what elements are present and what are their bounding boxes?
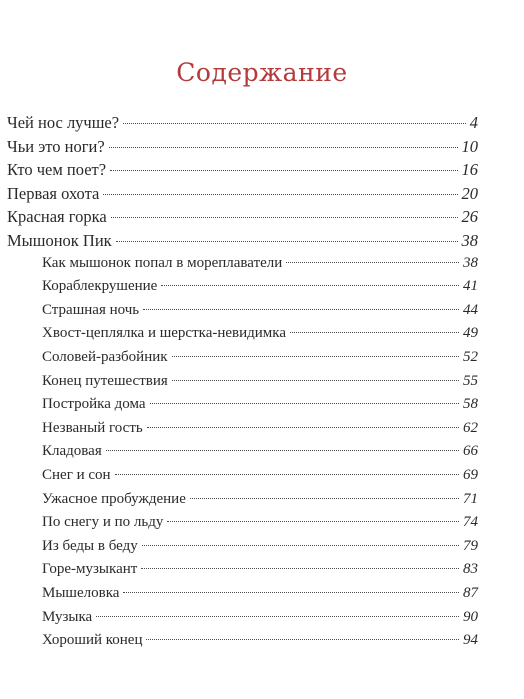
toc-entry-title: Кто чем поет? <box>7 160 107 180</box>
toc-entry-page: 79 <box>463 537 478 554</box>
dot-leader <box>116 241 458 242</box>
toc-entry-page: 66 <box>463 443 478 460</box>
toc-entry-title: Ужасное пробуждение <box>42 490 186 507</box>
toc-entry-page: 41 <box>463 278 478 295</box>
toc-entry-page: 69 <box>463 467 478 483</box>
toc-entry-page: 20 <box>461 183 478 203</box>
dot-leader <box>167 521 459 522</box>
toc-entry <box>42 325 478 342</box>
toc-entry-page: 74 <box>463 514 478 531</box>
toc-entry-page: 38 <box>463 254 478 271</box>
dot-leader <box>147 427 459 428</box>
toc-entry-title: Мышонок Пик <box>7 231 112 250</box>
toc-entry-page: 90 <box>463 608 478 625</box>
toc-entry-title: Конец путешествия <box>42 372 168 389</box>
toc-entry <box>42 632 478 649</box>
toc-entry-title: Хвост-цеплялка и шерстка-невидимка <box>42 325 287 342</box>
toc-entry <box>42 609 478 626</box>
toc-entry-title: Хороший конец <box>42 632 143 649</box>
toc-entry-title: Первая охота <box>7 183 100 203</box>
toc-entry <box>42 420 478 437</box>
toc-entry-page: 16 <box>461 160 478 180</box>
toc-entry <box>7 207 478 227</box>
toc-entry <box>42 443 478 460</box>
dot-leader <box>109 147 458 148</box>
toc-entry <box>42 373 478 390</box>
toc-entry <box>42 514 478 531</box>
toc-entry-page: 94 <box>463 632 478 649</box>
toc-entry-page: 71 <box>463 490 478 507</box>
toc-entry-page: 10 <box>461 136 478 156</box>
toc-entry-title: Кораблекрушение <box>42 278 158 295</box>
dot-leader <box>111 217 458 218</box>
toc-entry <box>42 585 478 602</box>
toc-entry-title: Музыка <box>42 608 93 625</box>
dot-leader <box>286 262 459 263</box>
toc-entry-title: Чей нос лучше? <box>7 113 120 132</box>
toc-entry <box>42 396 478 413</box>
dot-leader <box>142 545 459 546</box>
toc-entry-title: Как мышонок попал в мореплаватели <box>42 254 283 271</box>
toc-entry <box>42 255 478 272</box>
toc-entry <box>42 538 478 555</box>
toc-entry-page: 26 <box>461 207 478 227</box>
dot-leader <box>96 616 459 617</box>
toc-entry <box>42 302 478 319</box>
toc-entry-title: Соловей-разбойник <box>42 349 168 365</box>
toc-entry-page: 44 <box>463 301 478 318</box>
toc-entry <box>7 137 478 157</box>
toc-entry-page: 62 <box>463 419 478 436</box>
toc-entry-page: 58 <box>463 396 478 413</box>
dot-leader <box>290 332 459 333</box>
page-title: Содержание <box>176 58 348 87</box>
dot-leader <box>172 356 459 357</box>
dot-leader <box>161 285 459 286</box>
toc-entry-title: Горе-музыкант <box>42 561 138 578</box>
toc-entry-title: Страшная ночь <box>42 301 140 318</box>
dot-leader <box>141 568 459 569</box>
toc-entry-page: 83 <box>463 561 478 578</box>
toc-entry-title: Незваный гость <box>42 419 143 436</box>
dot-leader <box>190 498 459 499</box>
toc-entry-title: Из беды в беду <box>42 537 138 554</box>
toc-entry-title: Кладовая <box>42 443 102 460</box>
dot-leader <box>115 474 459 475</box>
toc-entry <box>7 160 478 180</box>
toc-entry-title: Снег и сон <box>42 467 111 483</box>
dot-leader <box>146 639 459 640</box>
dot-leader <box>150 403 460 404</box>
toc-entry <box>42 467 478 484</box>
toc-entry-page: 49 <box>463 325 478 342</box>
toc-entry-page: 4 <box>469 113 478 132</box>
dot-leader <box>110 170 457 171</box>
dot-leader <box>123 123 466 124</box>
toc-entry <box>42 278 478 295</box>
toc-entry <box>7 231 478 251</box>
toc-entry-page: 87 <box>463 585 478 601</box>
dot-leader <box>103 194 457 195</box>
toc-entry-title: Мышеловка <box>42 585 120 601</box>
toc-entry-page: 38 <box>461 231 478 250</box>
toc-entry-page: 55 <box>463 372 478 389</box>
toc-entry <box>7 113 478 133</box>
toc-entry <box>42 349 478 366</box>
dot-leader <box>123 592 459 593</box>
toc-entry <box>42 561 478 578</box>
dot-leader <box>106 450 459 451</box>
toc-entry <box>42 491 478 508</box>
toc-entry-title: По снегу и по льду <box>42 514 164 531</box>
toc-entry <box>7 184 478 204</box>
toc-entry-title: Чьи это ноги? <box>7 136 105 156</box>
toc-entry-title: Красная горка <box>7 207 107 227</box>
toc-entry-title: Постройка дома <box>42 396 146 413</box>
toc-entry-page: 52 <box>463 349 478 365</box>
dot-leader <box>172 380 459 381</box>
dot-leader <box>143 309 459 310</box>
